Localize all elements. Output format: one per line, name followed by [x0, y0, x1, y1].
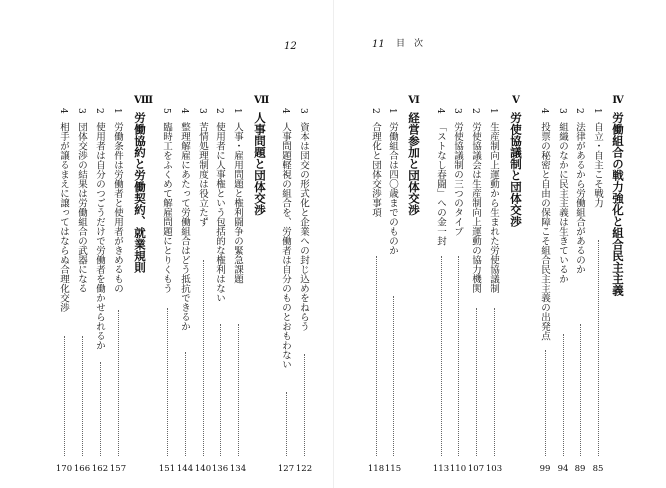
item-number: 4	[179, 108, 189, 114]
leader-dots	[100, 362, 101, 456]
item-title: 使用者に人事権という包括的な権利はない	[214, 122, 225, 303]
item-title: 合理化と団体交渉事項	[370, 122, 381, 217]
item-title: 人事問題軽視の組合を、労働者は自分のものとおもわない	[280, 122, 291, 369]
item-number: 4	[539, 108, 549, 114]
chapter-number: Ⅶ	[254, 95, 270, 106]
item-title: 苦情処理制度は役立たず	[197, 122, 208, 227]
item-page-number: 122	[295, 464, 313, 474]
leader-dots	[563, 334, 564, 456]
item-title: 労働条件は労働者と使用者がきめるもの	[112, 122, 123, 293]
item-title: 自立・自主こそ戦力	[592, 122, 603, 208]
chapter-title: 労働協約と労働契約、就業規則	[133, 112, 147, 273]
item-number: 3	[557, 108, 567, 114]
item-number: 3	[298, 108, 308, 114]
leader-dots	[238, 324, 239, 456]
item-page-number: 162	[91, 464, 109, 474]
chapter-title: 労使協議制と団体交渉	[509, 112, 523, 227]
leader-dots	[376, 256, 377, 456]
leader-dots	[580, 324, 581, 456]
item-number: 2	[574, 108, 584, 114]
item-title: 労使協議制の三つのタイプ	[452, 122, 463, 236]
item-number: 3	[76, 108, 86, 114]
item-page-number: 151	[158, 464, 176, 474]
item-title: 組織のなかに民主主義は生きているか	[557, 122, 568, 284]
item-title: 相手が譲るまえに譲ってはならぬ合理化交渉	[58, 122, 69, 312]
item-title: 整理解雇にあたって労働組合はどう抵抗できるか	[179, 122, 190, 331]
item-number: 4	[280, 108, 290, 114]
item-page-number: 127	[277, 464, 295, 474]
item-number: 4	[58, 108, 68, 114]
left-page-number: 12	[284, 41, 297, 52]
chapter-number: Ⅷ	[134, 95, 153, 106]
leader-dots	[118, 310, 119, 456]
leader-dots	[476, 308, 477, 456]
item-title: 人事・雇用問題と権利闘争の緊急課題	[232, 122, 243, 284]
item-number: 2	[94, 108, 104, 114]
leader-dots	[598, 240, 599, 456]
chapter-title: 労働組合の戦力強化と組合民主主義	[611, 112, 625, 296]
leader-dots	[286, 392, 287, 456]
item-page-number: 170	[55, 464, 73, 474]
item-number: 5	[161, 108, 171, 114]
item-page-number: 140	[194, 464, 212, 474]
leader-dots	[458, 256, 459, 456]
item-page-number: 85	[592, 464, 604, 474]
item-page-number: 103	[485, 464, 503, 474]
item-number: 3	[197, 108, 207, 114]
item-number: 3	[452, 108, 462, 114]
item-title: 投票の秘密と自由の保障こそ組合民主主義の出発点	[539, 122, 550, 341]
item-page-number: 113	[432, 464, 450, 474]
item-page-number: 134	[229, 464, 247, 474]
item-title: 法律があるから労働組合があるのか	[574, 122, 585, 274]
item-title: 使用者は自分のつごうだけで労働者を働かせられるか	[94, 122, 105, 350]
item-page-number: 118	[367, 464, 385, 474]
item-page-number: 166	[73, 464, 91, 474]
item-page-number: 157	[109, 464, 127, 474]
item-number: 2	[214, 108, 224, 114]
item-title: 労使協議会は生産制向上運動の協力機関	[470, 122, 481, 293]
item-number: 1	[232, 108, 242, 114]
item-number: 1	[488, 108, 498, 114]
leader-dots	[185, 352, 186, 456]
item-title: 団体交渉の結果は労働組合の武器になる	[76, 122, 87, 293]
item-page-number: 99	[539, 464, 551, 474]
item-number: 2	[370, 108, 380, 114]
item-page-number: 144	[176, 464, 194, 474]
item-number: 1	[387, 108, 397, 114]
leader-dots	[203, 260, 204, 456]
leader-dots	[494, 308, 495, 456]
right-page-number: 11	[372, 39, 385, 50]
leader-dots	[441, 256, 442, 456]
item-page-number: 115	[384, 464, 402, 474]
page-gutter	[333, 0, 334, 488]
item-number: 4	[435, 108, 445, 114]
item-page-number: 110	[449, 464, 467, 474]
item-title: 生産制向上運動から生まれた労使協議制	[488, 122, 499, 293]
item-number: 1	[112, 108, 122, 114]
leader-dots	[220, 324, 221, 456]
leader-dots	[393, 296, 394, 456]
item-number: 2	[470, 108, 480, 114]
item-title: 「ストなし春闘」への金一封	[435, 122, 446, 246]
item-page-number: 89	[574, 464, 586, 474]
chapter-title: 人事問題と団体交渉	[253, 112, 267, 216]
item-number: 1	[592, 108, 602, 114]
item-page-number: 136	[211, 464, 229, 474]
chapter-number: Ⅴ	[512, 95, 520, 106]
item-page-number: 107	[467, 464, 485, 474]
item-title: 労働組合は四〇歳までのものか	[387, 122, 398, 255]
leader-dots	[64, 336, 65, 456]
chapter-number: Ⅵ	[408, 95, 420, 106]
leader-dots	[545, 350, 546, 456]
chapter-number: Ⅳ	[612, 95, 624, 106]
toc-label: 目 次	[396, 39, 424, 49]
leader-dots	[304, 354, 305, 456]
item-title: 臨時工をふくめて解雇問題にとりくもう	[161, 122, 172, 293]
chapter-title: 経営参加と団体交渉	[407, 112, 421, 216]
item-page-number: 94	[557, 464, 569, 474]
leader-dots	[82, 336, 83, 456]
leader-dots	[167, 308, 168, 456]
item-title: 資本は団交の形式化と企業への封じ込めをねらう	[298, 122, 309, 331]
